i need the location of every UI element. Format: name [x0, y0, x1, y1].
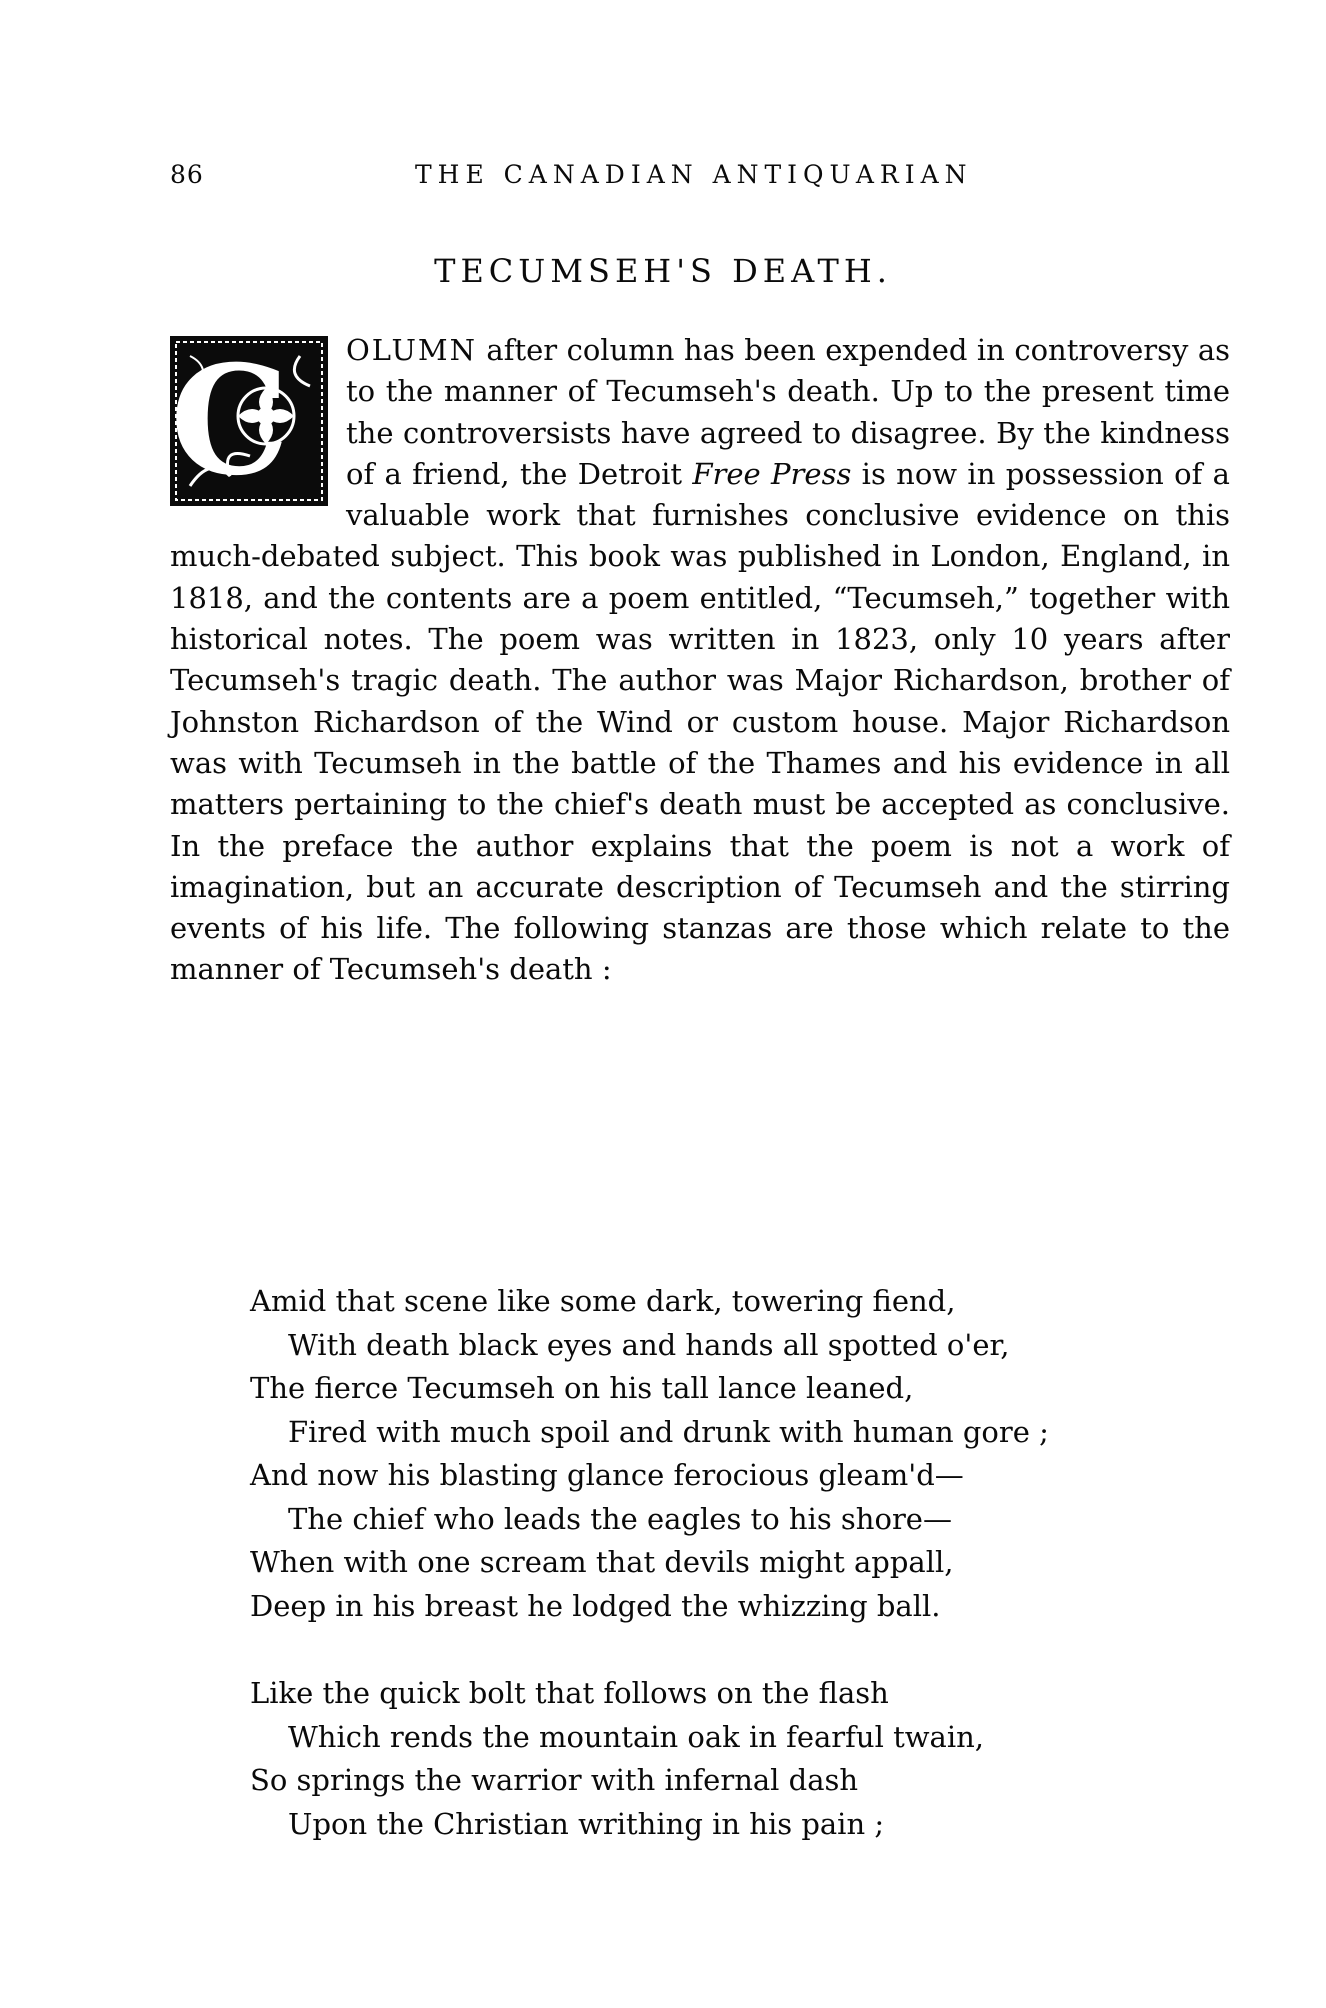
- running-head: [170, 160, 1170, 200]
- article-title: TECUMSEH'S DEATH.: [434, 252, 892, 290]
- poem-line: The chief who leads the eagles to his shore—: [288, 1501, 952, 1536]
- newspaper-name: Free Press: [692, 456, 852, 491]
- opening-small-caps: OLUMN: [346, 333, 477, 367]
- poem-line: Amid that scene like some dark, towering fiend,: [250, 1284, 956, 1318]
- poem-line: When with one scream that devils might appall,: [250, 1545, 954, 1579]
- article-body: [170, 330, 1230, 991]
- poem-line: Deep in his breast he lodged the whizzing ball.: [250, 1588, 941, 1623]
- poem-line: With death black eyes and hands all spotted o'er,: [288, 1327, 1010, 1362]
- poem-line: And now his blasting glance ferocious gleam'd—: [250, 1458, 964, 1492]
- poem-line: The fierce Tecumseh on his tall lance leaned,: [250, 1371, 914, 1405]
- poem-line: Fired with much spoil and drunk with human gore ;: [288, 1414, 1049, 1449]
- article-text-part-1: after column has been expended in controversy as to the manner of Tecumseh's death. Up to the present time the controversists have agreed to disagree. By the kindness of a friend, the Detroit: [346, 333, 1230, 491]
- poem-line: So springs the warrior with infernal dash: [250, 1763, 859, 1797]
- poem-line: Which rends the mountain oak in fearful twain,: [288, 1719, 984, 1754]
- ornamental-drop-cap: [170, 333, 328, 509]
- article-text-part-2: is now in possession of a valuable work that furnishes conclusive evidence on this much-debated subject. This book was published in London, England, in 1818, and the contents are a poem entitled, “Tecumseh,” together with historical notes. The poem was written in 1823, only 10 years after Tecumseh's tragic death. The author was Major Richardson, brother of Johnston Richardson of the Wind or custom house. Major Richardson was with Tecumseh in the battle of the Thames and his evidence in all matters pertaining to the chief's death must be accepted as conclusive. In the preface the author explains that the poem is not a work of imagination, but an accurate description of Tecumseh and the stirring events of his life. The following stanzas are those which relate to the manner of Tecumseh's death :: [170, 456, 1230, 987]
- drop-cap-letter: C: [170, 333, 290, 509]
- journal-title: THE CANADIAN ANTIQUARIAN: [415, 160, 973, 189]
- poem-stanza-1: [250, 1280, 1190, 1628]
- poem-stanza-2: [250, 1672, 1190, 1846]
- poem-line: Like the quick bolt that follows on the flash: [250, 1676, 889, 1710]
- poem-line: Upon the Christian writhing in his pain ;: [288, 1806, 885, 1841]
- poem: [250, 1280, 1190, 1890]
- page-number: 86: [170, 160, 204, 189]
